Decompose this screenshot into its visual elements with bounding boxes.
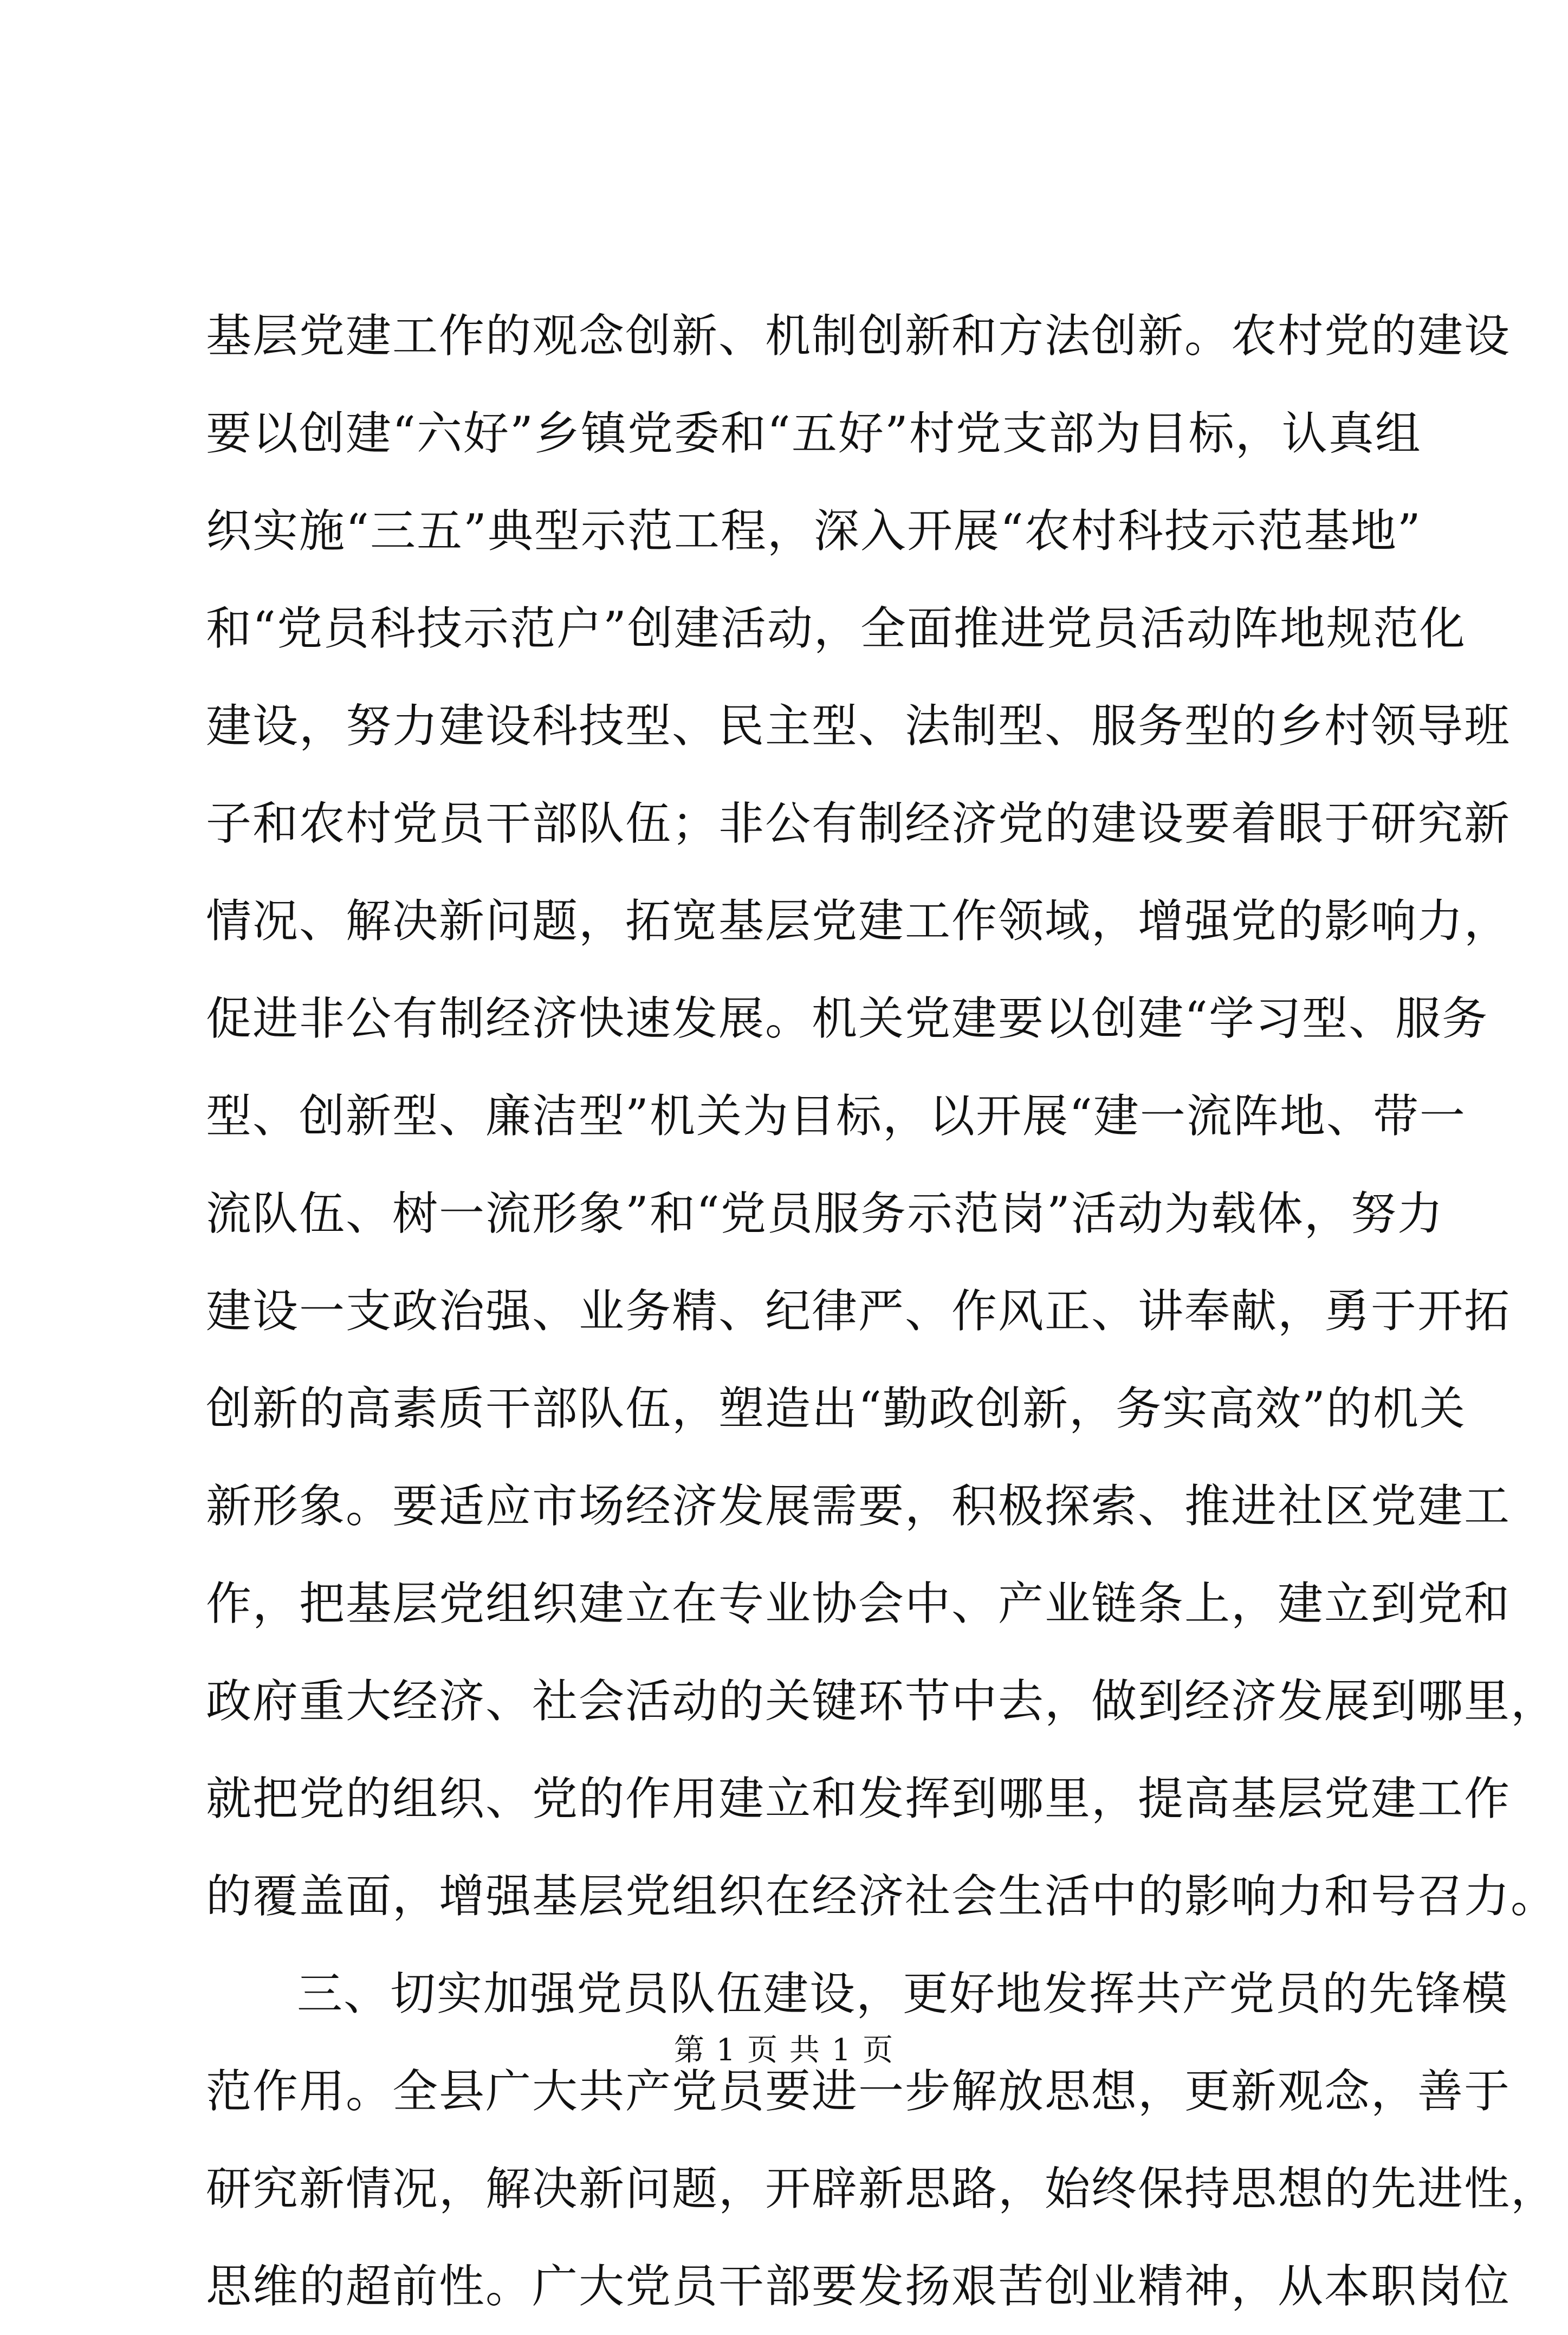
text-line: 作，把基层党组织建立在专业协会中、产业链条上，建立到党和 <box>206 1577 1511 1630</box>
text-line: 基层党建工作的观念创新、机制创新和方法创新。农村党的建设 <box>206 309 1511 362</box>
body-text <box>206 287 1558 2335</box>
page-number-label: 第 1 页 共 1 页 <box>673 2033 895 2068</box>
text-line: 子和农村党员干部队伍；非公有制经济党的建设要着眼于研究新 <box>206 797 1511 850</box>
text-line: 创新的高素质干部队伍，塑造出“勤政创新，务实高效”的机关 <box>206 1382 1466 1435</box>
text-line: 流队伍、树一流形象”和“党员服务示范岗”活动为载体，努力 <box>206 1187 1444 1240</box>
text-line: 要以创建“六好”乡镇党委和“五好”村党支部为目标，认真组 <box>206 407 1422 460</box>
text-line: 研究新情况，解决新问题，开辟新思路，始终保持思想的先进性， <box>206 2162 1558 2215</box>
text-line: 范作用。全县广大共产党员要进一步解放思想，更新观念，善于 <box>206 2065 1511 2118</box>
text-line: 思维的超前性。广大党员干部要发扬艰苦创业精神，从本职岗位 <box>206 2260 1511 2313</box>
text-line: 新形象。要适应市场经济发展需要，积极探索、推进社区党建工 <box>206 1480 1511 1533</box>
text-line: 和“党员科技示范户”创建活动，全面推进党员活动阵地规范化 <box>206 602 1466 655</box>
page-footer <box>0 2029 1568 2072</box>
text-line: 建设一支政治强、业务精、纪律严、作风正、讲奉献，勇于开拓 <box>206 1285 1511 1338</box>
section-heading-line: 三、切实加强党员队伍建设，更好地发挥共产党员的先锋模 <box>297 1967 1509 2020</box>
text-line: 情况、解决新问题，拓宽基层党建工作领域，增强党的影响力， <box>206 894 1511 948</box>
text-line: 就把党的组织、党的作用建立和发挥到哪里，提高基层党建工作 <box>206 1772 1511 1825</box>
text-line: 的覆盖面，增强基层党组织在经济社会生活中的影响力和号召力。 <box>206 1870 1558 1923</box>
text-line: 促进非公有制经济快速发展。机关党建要以创建“学习型、服务 <box>206 992 1488 1045</box>
text-line: 型、创新型、廉洁型”机关为目标，以开展“建一流阵地、带一 <box>206 1089 1466 1143</box>
text-line: 建设，努力建设科技型、民主型、法制型、服务型的乡村领导班 <box>206 699 1511 753</box>
text-line: 织实施“三五”典型示范工程，深入开展“农村科技示范基地” <box>206 504 1422 557</box>
text-line: 政府重大经济、社会活动的关键环节中去，做到经济发展到哪里， <box>206 1675 1558 1728</box>
